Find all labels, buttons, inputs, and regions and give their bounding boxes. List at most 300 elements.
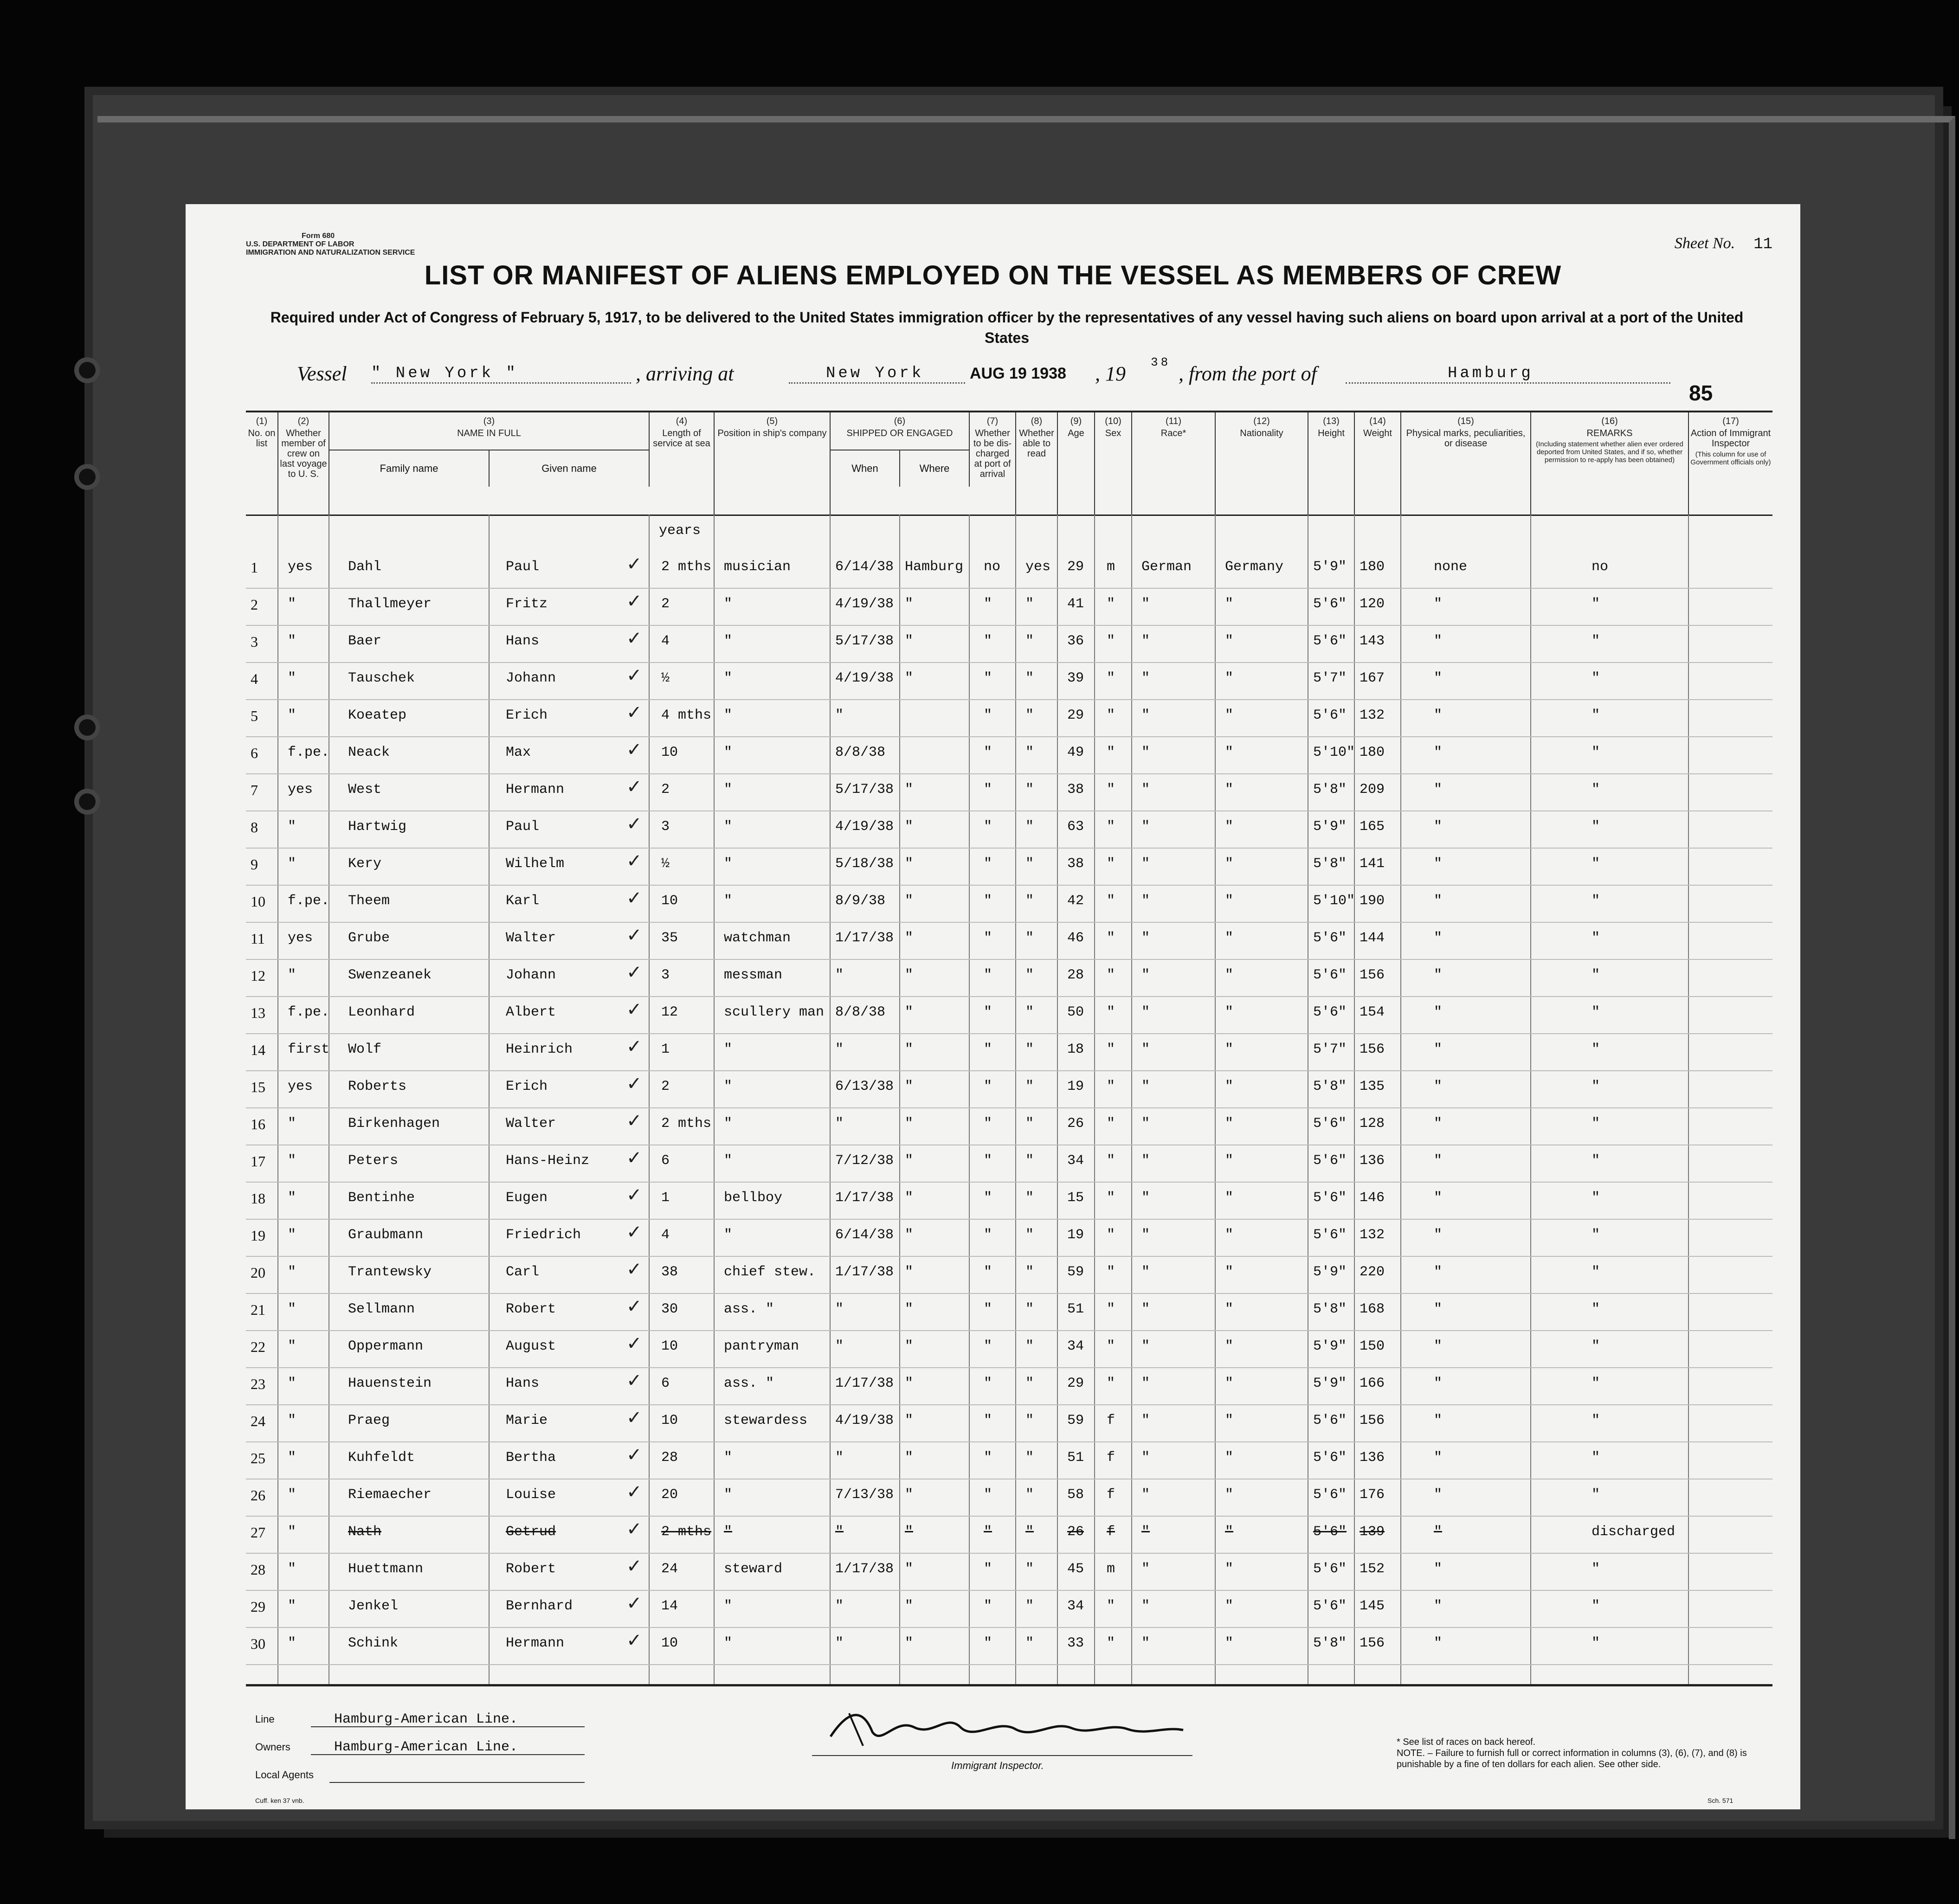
manifest-sheet [186,204,1800,1809]
check-mark-icon: ✓ [626,1184,642,1206]
cell-race: " [1141,856,1150,872]
cell-dis: " [984,967,992,983]
cell-given: Erich [506,1079,548,1094]
cell-height: 5'6" [1313,1153,1347,1169]
cell-family: Neack [348,745,390,760]
cell-position: chief stew. [724,1264,816,1280]
cell-sex: " [1107,596,1115,612]
year-suffix: 38 [1151,355,1171,369]
cell-nat: " [1225,1561,1234,1577]
col-discharged: (7) Whether to be dis-charged at port of arrival [970,412,1016,515]
cell-weight: 156 [1360,1042,1385,1057]
cell-family: Huettmann [348,1561,424,1577]
from-port-label: , from the port of [1179,362,1317,385]
table-row [246,997,1772,1034]
cell-remarks: " [1592,745,1600,760]
cell-dis: " [984,1413,992,1428]
cell-family: Kuhfeldt [348,1450,415,1466]
cell-position: bellboy [724,1190,783,1206]
cell-no: 12 [251,967,265,984]
cell-service: 2 [661,596,670,612]
cell-race: " [1141,1635,1150,1651]
cell-age: 58 [1067,1487,1084,1503]
cell-position: " [724,1116,733,1132]
cell-last: " [288,596,296,612]
cell-dis: " [984,1487,992,1503]
cell-height: 5'6" [1313,967,1347,983]
cell-race: German [1141,559,1192,575]
cell-where: " [905,670,914,686]
check-mark-icon: ✓ [626,1556,642,1577]
cell-family: Jenkel [348,1598,399,1614]
cell-last: f.pe. [288,893,330,909]
cell-height: 5'8" [1313,856,1347,872]
cell-no: 14 [251,1042,265,1058]
cell-weight: 135 [1360,1079,1385,1094]
cell-given: Carl [506,1264,540,1280]
cell-where: Hamburg [905,559,964,575]
cell-weight: 136 [1360,1450,1385,1466]
cell-family: Theem [348,893,390,909]
cell-where: " [905,596,914,612]
cell-nat: " [1225,1079,1234,1094]
cell-sex: " [1107,1338,1115,1354]
cell-given: Marie [506,1413,548,1428]
cell-given: Paul [506,559,540,575]
cell-dis: " [984,1524,992,1540]
cell-family: Hauenstein [348,1376,432,1391]
cell-age: 26 [1067,1524,1084,1540]
col-remarks: (16) REMARKS (Including statement whether alien ever ordered deported from United States, and if so, whether permission to re-apply has been obtained) [1531,412,1689,515]
cell-race: " [1141,819,1150,835]
line-value: Hamburg-American Line. [334,1711,518,1727]
cell-service: 28 [661,1450,678,1466]
cell-no: 1 [251,559,258,576]
cell-given: Fritz [506,596,548,612]
check-mark-icon: ✓ [626,702,642,723]
cell-weight: 156 [1360,1635,1385,1651]
cell-last: f.pe. [288,745,330,760]
cell-service: 12 [661,1004,678,1020]
cell-no: 7 [251,782,258,798]
cell-family: Hartwig [348,819,407,835]
cell-remarks: " [1592,1227,1600,1243]
cell-nat: " [1225,967,1234,983]
cell-position: messman [724,967,783,983]
page-number: 85 [1689,381,1713,405]
col-weight: (14) Weight [1355,412,1401,515]
cell-age: 34 [1067,1598,1084,1614]
check-mark-icon: ✓ [626,925,642,946]
cell-position: " [724,1079,733,1094]
cell-marks: " [1434,596,1443,612]
cell-height: 5'9" [1313,819,1347,835]
cell-age: 18 [1067,1042,1084,1057]
cell-last: " [288,1301,296,1317]
cell-service: 38 [661,1264,678,1280]
cell-service: 30 [661,1301,678,1317]
cell-sex: " [1107,782,1115,798]
form-code-right: Sch. 571 [1708,1797,1733,1804]
cell-position: " [724,633,733,649]
cell-height: 5'6" [1313,1561,1347,1577]
cell-weight: 166 [1360,1376,1385,1391]
cell-sex: f [1107,1524,1115,1540]
cell-dis: " [984,893,992,909]
check-mark-icon: ✓ [626,962,642,983]
cell-sex: " [1107,633,1115,649]
cell-where: " [905,893,914,909]
cell-where: " [905,1450,914,1466]
cell-marks: " [1434,1561,1443,1577]
cell-when: 1/17/38 [835,930,894,946]
cell-no: 21 [251,1301,265,1318]
cell-nat: " [1225,633,1234,649]
cell-nat: " [1225,1116,1234,1132]
cell-given: Friedrich [506,1227,581,1243]
cell-no: 20 [251,1264,265,1281]
cell-dis: " [984,930,992,946]
cell-when: 4/19/38 [835,1413,894,1428]
cell-height: 5'6" [1313,1116,1347,1132]
cell-read: " [1025,967,1034,983]
cell-no: 13 [251,1004,265,1021]
cell-marks: " [1434,1042,1443,1057]
cell-last: " [288,708,296,723]
cell-race: " [1141,1116,1150,1132]
cell-marks: " [1434,1450,1443,1466]
cell-sex: m [1107,1561,1115,1577]
cell-age: 45 [1067,1561,1084,1577]
cell-read: " [1025,1153,1034,1169]
year-prefix: , 19 [1095,362,1126,385]
note-text: NOTE. – Failure to furnish full or correct information in columns (3), (6), (7), and (8) is punishable by a fine of ten dollars for each alien. See other side. [1397,1748,1747,1769]
cell-nat: " [1225,708,1234,723]
cell-remarks: " [1592,893,1600,909]
cell-height: 5'8" [1313,1635,1347,1651]
cell-when: 6/13/38 [835,1079,894,1094]
cell-given: Bertha [506,1450,556,1466]
cell-marks: " [1434,1338,1443,1354]
check-mark-icon: ✓ [626,1222,642,1243]
cell-dis: " [984,1190,992,1206]
cell-weight: 156 [1360,967,1385,983]
cell-race: " [1141,1042,1150,1057]
cell-dis: " [984,745,992,760]
col-shipped: (6) SHIPPED OR ENGAGED [831,412,970,450]
cell-given: Bernhard [506,1598,573,1614]
cell-nat: " [1225,1301,1234,1317]
cell-family: Riemaecher [348,1487,432,1503]
cell-weight: 132 [1360,1227,1385,1243]
cell-no: 22 [251,1338,265,1355]
table-row [246,1071,1772,1108]
cell-position: steward [724,1561,783,1577]
col-age: (9) Age [1058,412,1095,515]
cell-marks: " [1434,1598,1443,1614]
cell-sex: " [1107,1376,1115,1391]
cell-service: 2 mths [661,1116,712,1132]
cell-marks: " [1434,1116,1443,1132]
cell-position: " [724,893,733,909]
cell-given: Wilhelm [506,856,565,872]
cell-weight: 180 [1360,559,1385,575]
cell-where: " [905,1598,914,1614]
agents-rule [329,1782,585,1783]
col-marks: (15) Physical marks, peculiarities, or disease [1401,412,1531,515]
cell-no: 2 [251,596,258,613]
check-mark-icon: ✓ [626,1407,642,1428]
cell-height: 5'10" [1313,745,1355,760]
cell-position: " [724,596,733,612]
cell-height: 5'6" [1313,633,1347,649]
cell-read: " [1025,1264,1034,1280]
cell-race: " [1141,967,1150,983]
cell-where: " [905,1635,914,1651]
cell-read: " [1025,856,1034,872]
table-row [246,1405,1772,1442]
cell-race: " [1141,893,1150,909]
cell-service: 10 [661,893,678,909]
cell-height: 5'6" [1313,1190,1347,1206]
cell-marks: " [1434,1301,1443,1317]
table-row [246,811,1772,849]
cell-marks: " [1434,1376,1443,1391]
cell-sex: f [1107,1413,1115,1428]
cell-remarks: " [1592,596,1600,612]
cell-family: Grube [348,930,390,946]
cell-race: " [1141,670,1150,686]
cell-position: " [724,708,733,723]
check-mark-icon: ✓ [626,553,642,575]
cell-given: Eugen [506,1190,548,1206]
cell-when: " [835,1635,844,1651]
cell-weight: 136 [1360,1153,1385,1169]
cell-no: 18 [251,1190,265,1207]
cell-dis: " [984,1635,992,1651]
cell-family: Bentinhe [348,1190,415,1206]
cell-given: Max [506,745,531,760]
cell-last: " [288,1190,296,1206]
check-mark-icon: ✓ [626,888,642,909]
check-mark-icon: ✓ [626,1296,642,1317]
cell-nat: Germany [1225,559,1284,575]
cell-position: " [724,1487,733,1503]
table-body [246,552,1772,1665]
vessel-label: Vessel [297,362,347,385]
cell-read: " [1025,1635,1034,1651]
cell-read: " [1025,670,1034,686]
cell-read: " [1025,930,1034,946]
cell-service: 14 [661,1598,678,1614]
check-mark-icon: ✓ [626,1147,642,1169]
cell-last: " [288,1227,296,1243]
cell-where: " [905,1524,914,1540]
cell-dis: " [984,1042,992,1057]
cell-marks: " [1434,633,1443,649]
cell-read: " [1025,1004,1034,1020]
cell-remarks: " [1592,1487,1600,1503]
cell-dis: " [984,1561,992,1577]
cell-last: " [288,1561,296,1577]
cell-when: 8/8/38 [835,745,886,760]
cell-where: " [905,1487,914,1503]
sheet-label: Sheet No. [1674,235,1735,252]
check-mark-icon: ✓ [626,1630,642,1651]
cell-position: " [724,819,733,835]
cell-sex: " [1107,745,1115,760]
cell-dis: " [984,1450,992,1466]
cell-family: West [348,782,382,798]
vessel-line [297,355,1772,405]
cell-position: watchman [724,930,791,946]
cell-no: 26 [251,1487,265,1504]
cell-dis: " [984,596,992,612]
cell-last: " [288,1450,296,1466]
cell-weight: 168 [1360,1301,1385,1317]
cell-nat: " [1225,1450,1234,1466]
cell-where: " [905,1190,914,1206]
cell-age: 49 [1067,745,1084,760]
cell-marks: " [1434,1079,1443,1094]
cell-when: " [835,1450,844,1466]
check-mark-icon: ✓ [626,1481,642,1503]
cell-family: Baer [348,633,382,649]
cell-no: 15 [251,1079,265,1095]
col-height: (13) Height [1308,412,1355,515]
cell-last: yes [288,782,313,798]
cell-dis: " [984,1376,992,1391]
cell-position: " [724,1450,733,1466]
cell-age: 19 [1067,1079,1084,1094]
cell-age: 42 [1067,893,1084,909]
cell-no: 17 [251,1153,265,1170]
cell-weight: 144 [1360,930,1385,946]
check-mark-icon: ✓ [626,1370,642,1391]
cell-weight: 120 [1360,596,1385,612]
cell-position: scullery man [724,1004,825,1020]
cell-weight: 220 [1360,1264,1385,1280]
check-mark-icon: ✓ [626,1444,642,1466]
cell-marks: " [1434,1413,1443,1428]
cell-where: " [905,930,914,946]
cell-weight: 209 [1360,782,1385,798]
cell-remarks: " [1592,1301,1600,1317]
check-mark-icon: ✓ [626,1110,642,1132]
table-row [246,923,1772,960]
check-mark-icon: ✓ [626,813,642,835]
service: IMMIGRATION AND NATURALIZATION SERVICE [246,249,415,257]
cell-remarks: " [1592,708,1600,723]
table-row [246,737,1772,774]
cell-age: 36 [1067,633,1084,649]
cell-dis: " [984,1079,992,1094]
table-row [246,1034,1772,1071]
cell-where: " [905,782,914,798]
cell-given: Johann [506,670,556,686]
cell-read: " [1025,1487,1034,1503]
cell-nat: " [1225,1598,1234,1614]
cell-service: 2 [661,1079,670,1094]
cell-last: " [288,1524,296,1540]
cell-where: " [905,1079,914,1094]
cell-weight: 154 [1360,1004,1385,1020]
subhead-where: Where [900,450,970,487]
cell-where: " [905,967,914,983]
cell-no: 8 [251,819,258,836]
from-port: Hamburg [1346,365,1670,384]
cell-when: 5/18/38 [835,856,894,872]
cell-read: " [1025,1338,1034,1354]
cell-marks: " [1434,819,1443,835]
table-row [246,886,1772,923]
form-number: Form 680 [302,232,335,240]
cell-remarks: " [1592,1598,1600,1614]
cell-race: " [1141,1190,1150,1206]
check-mark-icon: ✓ [626,1518,642,1540]
cell-remarks: " [1592,1079,1600,1094]
cell-remarks: " [1592,1153,1600,1169]
cell-weight: 145 [1360,1598,1385,1614]
cell-height: 5'9" [1313,1264,1347,1280]
cell-nat: " [1225,1524,1234,1540]
cell-given: August [506,1338,556,1354]
cell-when: 8/9/38 [835,893,886,909]
cell-last: yes [288,559,313,575]
cell-last: f.pe. [288,1004,330,1020]
cell-sex: " [1107,1635,1115,1651]
cell-height: 5'6" [1313,1524,1347,1540]
cell-height: 5'9" [1313,1338,1347,1354]
cell-marks: " [1434,708,1443,723]
cell-height: 5'8" [1313,1301,1347,1317]
agents-label: Local Agents [255,1769,314,1781]
cell-when: 8/8/38 [835,1004,886,1020]
cell-given: Getrud [506,1524,556,1540]
sheet-number [1675,235,1772,253]
cell-sex: " [1107,1264,1115,1280]
cell-service: 1 [661,1190,670,1206]
cell-sex: " [1107,819,1115,835]
cell-race: " [1141,1598,1150,1614]
sheet-value: 11 [1753,236,1772,253]
department: U.S. DEPARTMENT OF LABOR [246,240,354,248]
cell-nat: " [1225,745,1234,760]
notes [1397,1737,1768,1770]
cell-age: 41 [1067,596,1084,612]
col-no: (1) No. on list [246,412,278,515]
col-name: (3) NAME IN FULL [329,412,650,450]
cell-family: Sellmann [348,1301,415,1317]
punch-hole [74,357,100,383]
cell-when: 4/19/38 [835,596,894,612]
cell-last: " [288,1153,296,1169]
cell-height: 5'8" [1313,782,1347,798]
cell-when: 1/17/38 [835,1376,894,1391]
arriving-port: New York [789,365,965,384]
cell-sex: " [1107,1598,1115,1614]
cell-remarks: " [1592,1635,1600,1651]
cell-remarks: " [1592,819,1600,835]
cell-family: Trantewsky [348,1264,432,1280]
cell-service: 2 mths [661,559,712,575]
cell-dis: " [984,708,992,723]
cell-last: " [288,1487,296,1503]
cell-given: Walter [506,1116,556,1132]
cell-where: " [905,1116,914,1132]
cell-read: " [1025,1116,1034,1132]
cell-given: Hans [506,633,540,649]
